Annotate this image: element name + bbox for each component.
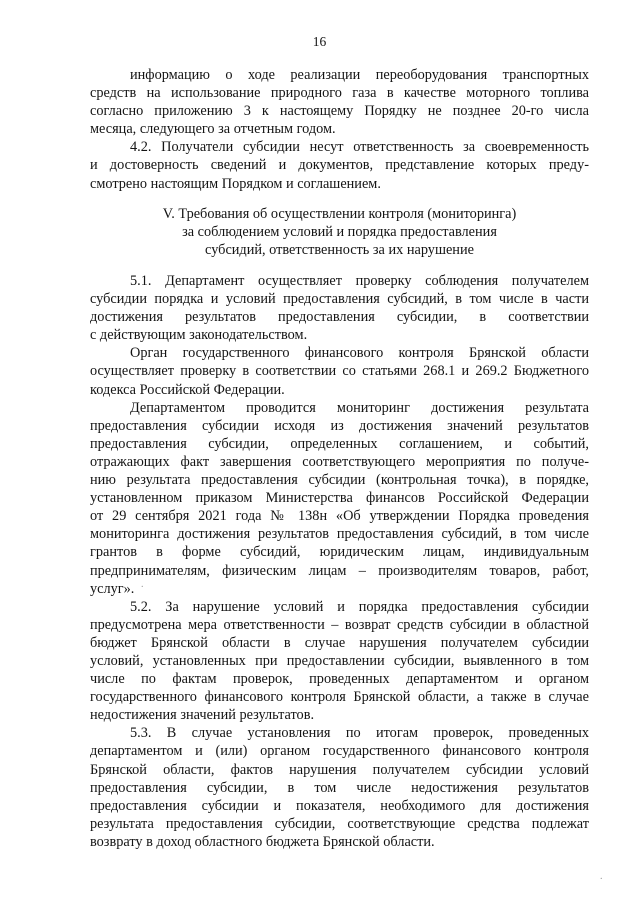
text-line: осуществляет проверку в соответствии со статьями 268.1 и 269.2 Бюджетного — [90, 363, 589, 380]
section-heading-line: за соблюдением условий и порядка предоставления — [182, 224, 497, 241]
text-line: предпринимателям, физическим лицам – производителям товаров, работ, — [90, 562, 589, 579]
top-text-block — [90, 66, 589, 193]
paragraph-5-1-start: 5.1. Департамент осуществляет проверку соблюдения получателем — [130, 273, 589, 289]
text-line: установленном приказом Министерства финансов Российской Федерации — [90, 490, 589, 507]
text-line: предоставления субсидии, определенных соглашением, и событий, — [90, 435, 589, 452]
text-line: кодекса Российской Федерации. — [90, 381, 285, 398]
text-line: предусмотрена мера ответственности – возврат средств субсидии в областной — [90, 616, 589, 633]
text-line: предоставления субсидии и показателя, необходимого для достижения — [90, 797, 589, 814]
section-heading-line: V. Требования об осуществлении контроля (мониторинга) — [162, 206, 517, 222]
text-line: и достоверность сведений и документов, представление которых преду- — [90, 157, 589, 174]
text-line: грантов в форме субсидий, юридическим лицам, индивидуальным — [90, 544, 589, 561]
text-line: государственного финансового контроля Брянской области, а также в случае — [90, 689, 589, 706]
text-line: департаментом и (или) органом государственного финансового контроля — [90, 743, 589, 760]
text-line: субсидии порядка и условий предоставления субсидий, в том числе в части — [90, 291, 589, 308]
text-line: мониторинга достижения результатов предоставления субсидий, в том числе — [90, 526, 589, 543]
section-heading — [90, 205, 589, 259]
paragraph-5-3-start: 5.3. В случае установления по итогам проверок, проведенных — [130, 725, 589, 742]
text-line: возврату в доход областного бюджета Брянской области. — [90, 833, 435, 850]
page-number: 16 — [312, 34, 327, 49]
text-line: результата предоставления субсидии, соответствующие средства подлежат — [90, 815, 589, 832]
text-line: месяца, следующего за отчетным годом. — [90, 121, 336, 138]
text-line: смотрено настоящим Порядком и соглашением. — [90, 175, 381, 192]
text-line: условий, установленных при предоставлении субсидии, выявленного в том — [90, 652, 589, 669]
scan-speck: . — [600, 871, 603, 882]
text-line: услуг». — [90, 580, 135, 597]
paragraph-5-2-start: 5.2. За нарушение условий и порядка предоставления субсидии — [130, 598, 589, 615]
section-heading-line: субсидий, ответственность за их нарушение — [205, 242, 474, 259]
text-line: достижения результатов предоставления субсидии, в соответствии — [90, 309, 589, 326]
text-line: отражающих факт завершения соответствующего мероприятия по получе- — [90, 453, 589, 470]
text-line: предоставления субсидии, в том числе недостижения результатов — [90, 779, 589, 796]
main-text-block — [90, 272, 589, 851]
text-line: информацию о ходе реализации переоборудования транспортных — [130, 67, 589, 83]
paragraph-control-body-start: Орган государственного финансового контроля Брянской области — [130, 345, 589, 362]
text-line: нию результата предоставления субсидии (контрольная точка), в порядке, — [90, 472, 589, 489]
text-line: согласно приложению 3 к настоящему Порядку не позднее 20-го числа — [90, 103, 589, 120]
text-line: числе по фактам проверок, проведенных департаментом и органом — [90, 671, 589, 688]
text-line: от 29 сентября 2021 года № 138н «Об утверждении Порядка проведения — [90, 508, 589, 525]
text-line: недостижения значений результатов. — [90, 707, 315, 724]
text-line: бюджет Брянской области в случае нарушения получателем субсидии — [90, 634, 589, 651]
paragraph-monitoring-start: Департаментом проводится мониторинг достижения результата — [130, 399, 589, 416]
scan-speck: . — [141, 579, 144, 590]
text-line: предоставления субсидии исходя из достижения значений результатов — [90, 417, 589, 434]
paragraph-4-2-start: 4.2. Получатели субсидии несут ответственность за своевременность — [130, 139, 589, 156]
text-line: средств на использование природного газа в качестве моторного топлива — [90, 85, 589, 102]
text-line: с действующим законодательством. — [90, 327, 308, 344]
text-line: Брянской области, фактов нарушения получателем субсидии условий — [90, 761, 589, 778]
